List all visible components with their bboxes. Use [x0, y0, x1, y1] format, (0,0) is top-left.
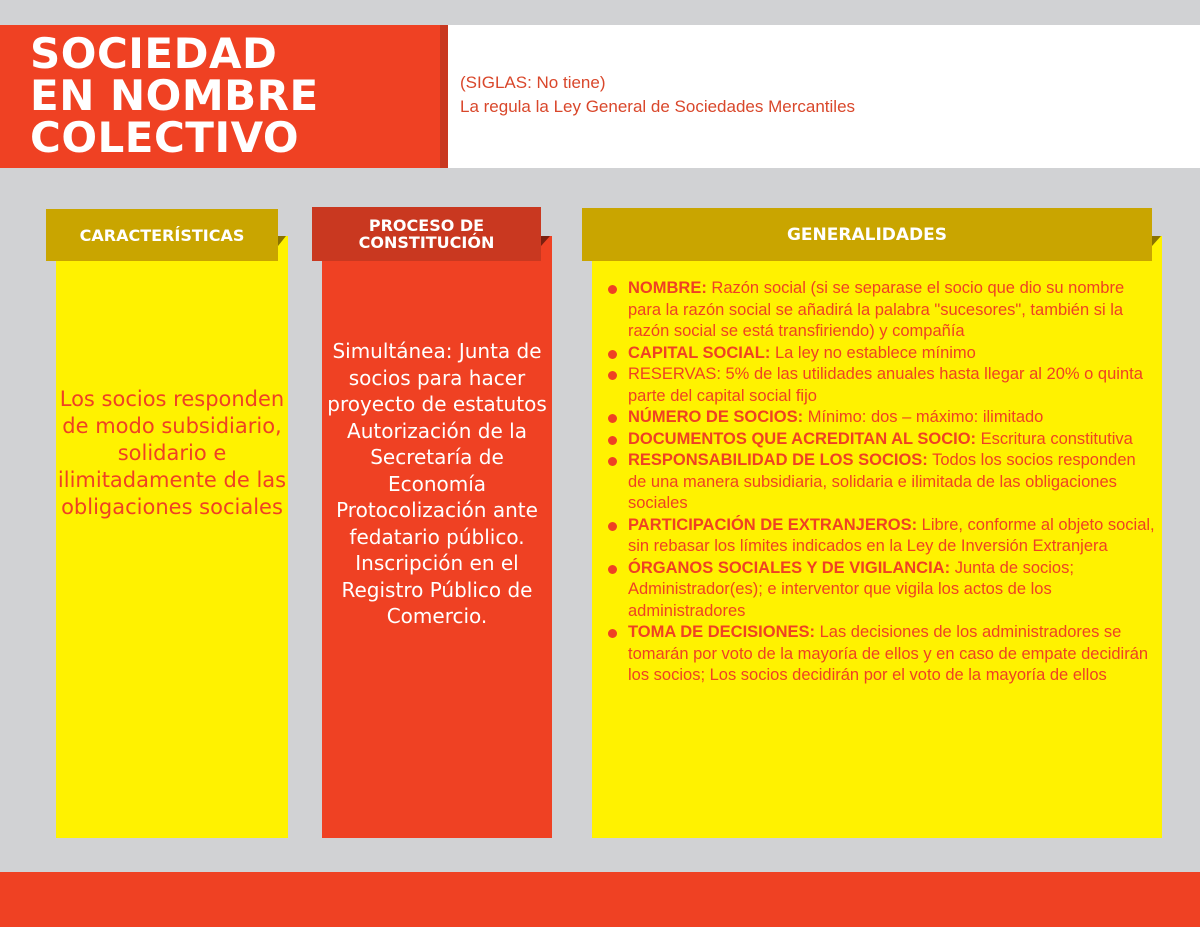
list-item — [606, 622, 1156, 687]
list-item — [606, 278, 1156, 343]
proceso-tab — [312, 207, 541, 261]
item-term: TOMA DE DECISIONES: — [628, 623, 816, 641]
title-line-1: SOCIEDAD — [30, 29, 278, 78]
item-term: RESPONSABILIDAD DE LOS SOCIOS: — [628, 451, 928, 469]
proceso-tab-fold — [541, 236, 550, 246]
proceso-label-line-1: PROCESO DE — [368, 216, 485, 235]
list-item — [606, 407, 1156, 429]
header-divider-strip — [440, 25, 448, 168]
caracteristicas-panel — [56, 236, 288, 838]
list-item — [606, 429, 1156, 451]
caracteristicas-label: CARACTERÍSTICAS — [79, 225, 245, 245]
item-desc: La ley no establece mínimo — [770, 343, 976, 362]
title-line-2: EN NOMBRE — [30, 71, 319, 120]
subtitle-siglas: (SIGLAS: No tiene) — [460, 73, 606, 92]
generalidades-tab-fold — [1152, 236, 1161, 246]
header-red-block — [0, 25, 440, 168]
caracteristicas-tab — [46, 209, 278, 261]
item-term: PARTICIPACIÓN DE EXTRANJEROS: — [628, 515, 918, 534]
list-item — [606, 364, 1156, 407]
proceso-label-line-2: CONSTITUCIÓN — [358, 233, 495, 252]
generalidades-tab — [582, 208, 1152, 261]
item-desc: Junta de socios; Administrador(es); e interventor que vigila los actos de los administradores — [628, 558, 1074, 620]
footer-bar — [0, 872, 1200, 927]
generalidades-list — [606, 278, 1156, 687]
item-desc: Todos los socios responden de una manera subsidiaria, solidaria e ilimitada de las obligaciones sociales — [628, 451, 1136, 512]
list-item — [606, 450, 1156, 515]
caracteristicas-text: Los socios responden de modo subsidiario, solidario e ilimitadamente de las obligaciones sociales — [57, 387, 287, 519]
header-subtitle — [460, 71, 855, 119]
list-item — [606, 343, 1156, 365]
subtitle-ley: La regula la Ley General de Sociedades Mercantiles — [460, 97, 856, 116]
item-term: NOMBRE: — [628, 279, 707, 297]
list-item — [606, 515, 1156, 558]
item-desc: Escritura constitutiva — [976, 429, 1133, 448]
proceso-panel — [322, 233, 552, 838]
item-desc: Libre, conforme al objeto social, sin rebasar los límites indicados en la Ley de Inversión Extranjera — [628, 515, 1155, 555]
item-term: CAPITAL SOCIAL: — [628, 343, 771, 362]
page-title — [30, 29, 430, 162]
caracteristicas-tab-fold — [278, 236, 286, 246]
item-desc: Las decisiones de los administradores se tomarán por voto de la mayoría de ellos y en caso de empate decidirán los socios; Los socios decidirán por el voto de la mayoría de ellos — [628, 623, 1149, 684]
item-term: NÚMERO DE SOCIOS: — [628, 408, 804, 426]
item-desc: Mínimo: dos – máximo: ilimitado — [803, 408, 1044, 426]
title-line-3: COLECTIVO — [30, 113, 300, 162]
item-term: ÓRGANOS SOCIALES Y DE VIGILANCIA: — [628, 558, 951, 577]
proceso-text: Simultánea: Junta de socios para hacer proyecto de estatutos Autorización de la Secretaría de Economía Protocolización ante fedatario público. Inscripción en el Registro Público de Comercio. — [327, 339, 547, 628]
list-item — [606, 558, 1156, 623]
header-banner — [0, 25, 1200, 168]
item-term: DOCUMENTOS QUE ACREDITAN AL SOCIO: — [628, 429, 977, 448]
generalidades-panel — [592, 236, 1162, 838]
item-desc: RESERVAS: 5% de las utilidades anuales hasta llegar al 20% o quinta parte del capital social fijo — [628, 365, 1143, 405]
generalidades-label: GENERALIDADES — [786, 224, 948, 245]
item-desc: Razón social (si se separase el socio que dio su nombre para la razón social se añadirá la palabra "sucesores", también si la razón social se está transfiriendo) y compañía — [628, 279, 1125, 340]
